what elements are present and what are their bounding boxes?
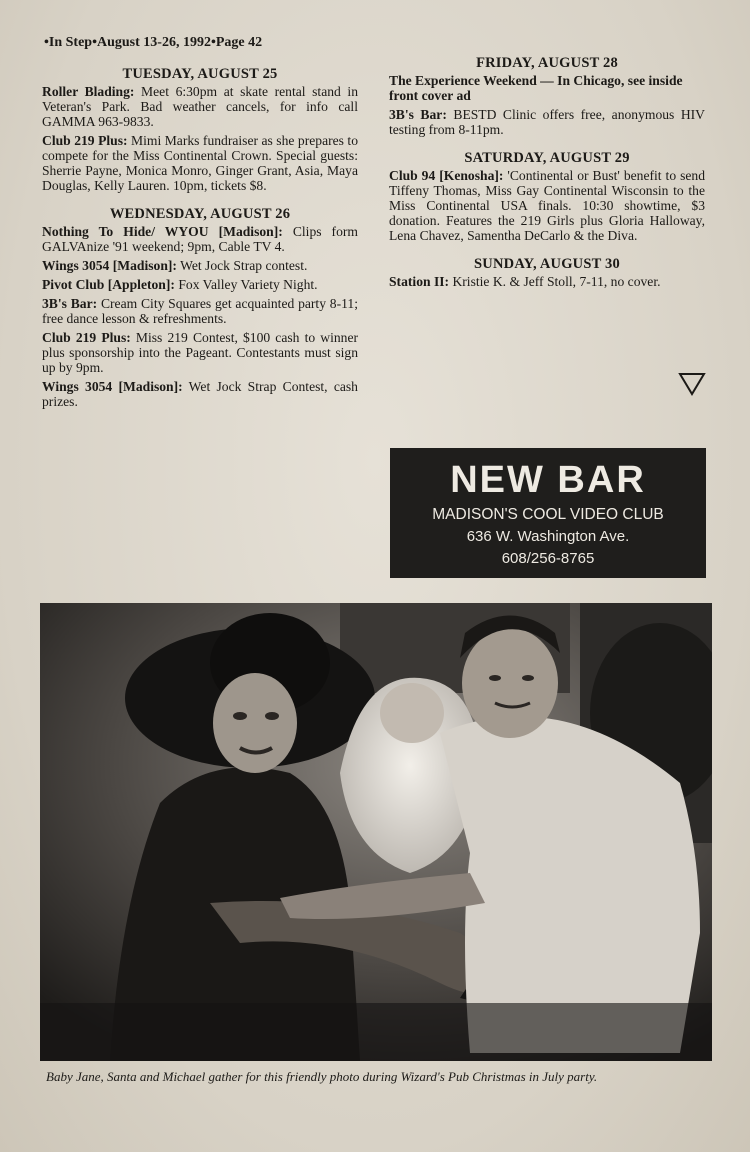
listing-text: Clips form GALVAnize '91 weekend; 9pm, Cable TV 4. xyxy=(42,224,358,254)
listing-entry xyxy=(389,107,705,137)
ad-tagline: MADISON'S COOL VIDEO CLUB xyxy=(432,506,664,523)
ad-phone: 608/256-8765 xyxy=(501,550,595,567)
listing-entry xyxy=(42,330,358,375)
day-heading: WEDNESDAY, AUGUST 26 xyxy=(109,206,291,222)
venue-name: Club 219 Plus: xyxy=(42,330,131,345)
listing-entry xyxy=(42,277,358,292)
listing-entry xyxy=(42,84,358,129)
day-heading: SUNDAY, AUGUST 30 xyxy=(474,256,620,272)
party-photo xyxy=(40,603,712,1061)
photo-caption: Baby Jane, Santa and Michael gather for this friendly photo during Wizard's Pub Christmas in July party. xyxy=(46,1069,598,1084)
listing-text: 'Continental or Bust' benefit to send Tiffeny Thomas, Miss Gay Continental Wisconsin to the Miss Continental USA finals. 10:30 showtime, $3 donation. Features the 219 Girls plus Gloria Halloway, Lena Chavez, Samentha DeCarlo & the Diva. xyxy=(389,168,705,243)
left-column xyxy=(42,66,358,413)
ad-address: 636 W. Washington Ave. xyxy=(466,528,630,545)
day-heading: SATURDAY, AUGUST 29 xyxy=(464,150,630,166)
right-column xyxy=(389,55,705,293)
listing-text: Mimi Marks fundraiser as she prepares to compete for the Miss Continental Crown. Special guests: Sherrie Payne, Monica Monro, Ginger Grant, Asia, Maya Douglas, Kelly Lauren. 10pm, tickets $8. xyxy=(42,133,359,193)
listing-text: Wet Jock Strap contest. xyxy=(176,258,308,273)
venue-name: 3B's Bar: xyxy=(42,296,98,311)
venue-name: Wings 3054 [Madison]: xyxy=(42,258,177,273)
listing-text: Meet 6:30pm at skate rental stand in Veteran's Park. Bad weather cancels, for info call GAMMA 963-9833. xyxy=(42,84,359,129)
venue-name: Club 94 [Kenosha]: xyxy=(389,168,504,183)
photo-image xyxy=(40,603,712,1061)
listing-entry xyxy=(389,168,705,243)
day-heading: FRIDAY, AUGUST 28 xyxy=(476,55,618,71)
venue-name: Wings 3054 [Madison]: xyxy=(42,379,183,394)
listing-text: Cream City Squares get acquainted party 8-11; free dance lesson & refreshments. xyxy=(42,296,358,326)
listing-entry xyxy=(42,224,358,254)
ad-title: NEW BAR xyxy=(450,459,646,501)
listing-entry xyxy=(42,296,358,326)
listing-entry xyxy=(42,258,358,273)
listing-text: Wet Jock Strap Contest, cash prizes. xyxy=(42,379,358,409)
venue-name: Club 219 Plus: xyxy=(42,133,128,148)
venue-name: Pivot Club [Appleton]: xyxy=(42,277,175,292)
venue-name: The Experience Weekend — In Chicago, see inside front cover ad xyxy=(389,73,683,103)
listing-entry xyxy=(389,274,705,289)
listing-text: Kristie K. & Jeff Stoll, 7-11, no cover. xyxy=(449,274,661,289)
venue-name: 3B's Bar: xyxy=(389,107,447,122)
listing-entry xyxy=(42,133,358,193)
listing-entry xyxy=(389,73,705,103)
venue-name: Nothing To Hide/ WYOU [Madison]: xyxy=(42,224,283,239)
day-heading: TUESDAY, AUGUST 25 xyxy=(122,66,278,82)
new-bar-advertisement xyxy=(390,448,706,578)
listing-text: Miss 219 Contest, $100 cash to winner plus sponsorship into the Pageant. Contestants must sign up by 9pm. xyxy=(42,330,359,375)
listing-text: BESTD Clinic offers free, anonymous HIV testing from 8-11pm. xyxy=(389,107,706,137)
listing-text: Fox Valley Variety Night. xyxy=(174,277,318,292)
venue-name: Roller Blading: xyxy=(42,84,135,99)
page-folio: •In Step•August 13-26, 1992•Page 42 xyxy=(44,35,263,50)
listing-entry xyxy=(42,379,358,409)
venue-name: Station II: xyxy=(389,274,450,289)
end-mark-triangle-icon xyxy=(678,372,706,396)
